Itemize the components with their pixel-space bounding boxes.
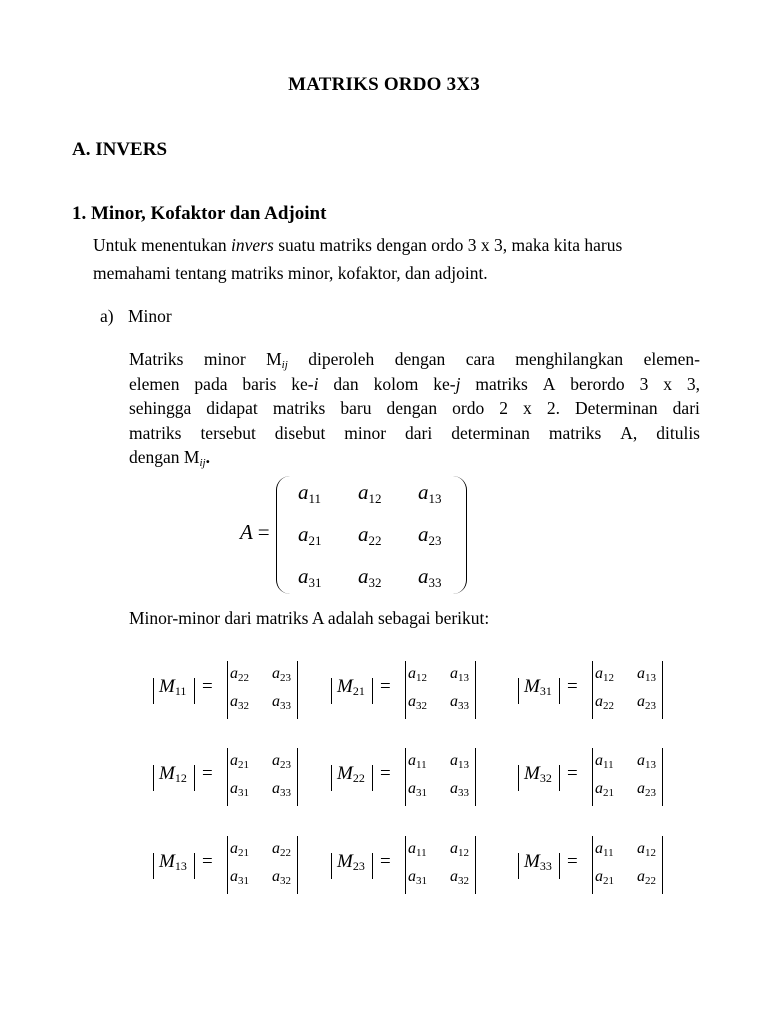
determinant-entry [450,840,469,858]
minor-subscript: 31 [539,684,552,698]
determinant-entry [408,780,427,798]
determinant-bar-right [475,748,476,806]
determinant-entry [450,780,469,798]
word-mij [266,347,288,372]
entry-symbol: a [418,564,429,588]
entry-subscript: 21 [238,759,249,771]
minor-label [159,851,187,873]
minor-label [337,851,365,873]
determinant-entry [595,693,614,711]
determinant-bar-left [592,661,593,719]
entry-symbol: a [230,665,238,682]
entry-symbol: a [637,840,645,857]
entry-subscript: 11 [603,759,614,771]
word: baris [242,373,277,394]
word: kolom [373,373,419,394]
minor-definition-paragraph [129,347,700,470]
determinant-entry [450,868,469,886]
entry-subscript: 11 [308,491,322,506]
equals-sign: = [202,763,213,784]
abs-bar-right [559,853,560,879]
entry-subscript: 22 [368,533,382,548]
entry-subscript: 12 [603,672,614,684]
subscript: ij [199,457,206,469]
list-marker: a) [100,306,114,326]
minor-m13 [150,836,330,894]
word: cara [465,349,495,369]
entry-symbol: a [418,522,429,546]
minor-label [524,851,552,873]
word: dengan [394,349,446,369]
determinant-entry [637,840,656,858]
word: A, [620,422,638,443]
abs-bar-right [372,765,373,791]
word: minor [203,349,246,369]
word: disebut [274,422,326,443]
symbol-m: M [266,349,282,369]
paragraph-line [129,421,700,446]
determinant-entry [595,780,614,798]
entry-symbol: a [450,780,458,797]
equals-sign: = [380,676,391,697]
abs-bar-left [153,853,154,879]
entry-subscript: 22 [645,875,656,887]
entry-symbol: a [408,868,416,885]
minor-subscript: 11 [174,684,187,698]
determinant-bar-right [475,836,476,894]
determinant-entry [408,665,427,683]
minor-m21 [328,661,508,719]
entry-symbol: a [637,868,645,885]
word: dari [672,398,700,418]
entry-symbol: a [272,693,280,710]
word: matriks [272,398,326,418]
determinant-entry [272,840,291,858]
entry-symbol: a [272,868,280,885]
entry-subscript: 31 [238,787,249,799]
abs-bar-right [372,853,373,879]
matrix-a-entry [298,522,342,547]
determinant-entry [595,868,614,886]
determinant-entry [450,665,469,683]
abs-bar-right [372,678,373,704]
minor-subscript: 23 [352,859,365,873]
entry-symbol: a [230,780,238,797]
determinant-bar-right [475,661,476,719]
entry-subscript: 22 [280,847,291,859]
minor-subscript: 13 [174,859,187,873]
minor-symbol: M [159,763,175,784]
minor-m32 [515,748,695,806]
subsection-heading-minor-kofaktor-adjoint: 1. Minor, Kofaktor dan Adjoint [72,203,327,224]
determinant-bar-left [405,661,406,719]
word: tersebut [200,422,256,443]
determinant-entry [272,868,291,886]
determinant-entry [595,752,614,770]
entry-symbol: a [358,480,369,504]
minor-label [524,676,552,698]
determinant-entry [450,752,469,770]
minor-label [337,763,365,785]
word: ke- [433,373,456,394]
entry-symbol: a [408,665,416,682]
abs-bar-left [153,765,154,791]
matrix-a-lhs [240,520,270,545]
word: matriks [548,422,602,443]
word-ke-i [291,372,318,397]
paragraph-line [129,347,700,372]
entry-subscript: 21 [603,787,614,799]
determinant-entry [230,665,249,683]
intro-text: Untuk menentukan [93,235,232,255]
entry-subscript: 33 [280,787,291,799]
minor-symbol: M [159,851,175,872]
word: dengan [386,398,438,418]
minor-symbol: M [337,851,353,872]
minor-label [159,763,187,785]
entry-symbol: a [450,693,458,710]
entry-symbol: a [272,665,280,682]
word: elemen- [643,349,700,369]
matrix-a-entry [358,522,402,547]
abs-bar-right [194,765,195,791]
determinant-entry [637,752,656,770]
entry-subscript: 33 [280,700,291,712]
word: 3 [639,373,649,394]
intro-italic-term: invers [231,235,274,255]
word: ke- [291,373,314,394]
minor-symbol: M [524,851,540,872]
word-ke-j [433,372,460,397]
entry-subscript: 33 [458,700,469,712]
subscript: ij [281,359,288,371]
determinant-entry [408,840,427,858]
equals-sign: = [567,676,578,697]
word: x [663,373,672,394]
word: ordo [452,398,485,418]
paragraph-line [129,396,700,421]
matrix-a-entry [418,522,462,547]
page-title: MATRIKS ORDO 3X3 [288,74,480,95]
entry-symbol: a [230,840,238,857]
entry-symbol: a [272,752,280,769]
paragraph-line [129,372,700,397]
matrix-a-entry [298,480,342,505]
equals-sign: = [380,763,391,784]
entry-symbol: a [358,564,369,588]
entry-symbol: a [298,564,309,588]
word: berordo [570,373,625,394]
minor-label [337,676,365,698]
determinant-bar-right [662,748,663,806]
minor-m12 [150,748,330,806]
entry-symbol: a [418,480,429,504]
paragraph-line [129,445,700,470]
entry-subscript: 12 [416,672,427,684]
matrix-a-entry [298,564,342,589]
entry-subscript: 32 [458,875,469,887]
word: didapat [206,398,258,418]
entry-symbol: a [298,522,309,546]
section-heading-invers: A. INVERS [72,139,168,160]
minor-m31 [515,661,695,719]
entry-subscript: 13 [428,491,442,506]
determinant-entry [595,665,614,683]
minor-symbol: M [524,676,540,697]
entry-subscript: 32 [416,700,427,712]
entry-symbol: a [637,752,645,769]
entry-subscript: 32 [238,700,249,712]
equals-sign: = [202,676,213,697]
entry-subscript: 11 [416,759,427,771]
intro-line-1 [93,231,701,259]
entry-subscript: 23 [645,700,656,712]
equals-sign: = [257,520,270,544]
entry-symbol: a [408,693,416,710]
entry-symbol: a [637,665,645,682]
abs-bar-left [518,765,519,791]
abs-bar-left [331,678,332,704]
equals-sign: = [202,851,213,872]
word: matriks [475,373,528,394]
entry-subscript: 23 [280,672,291,684]
abs-bar-left [153,678,154,704]
entry-subscript: 12 [458,847,469,859]
determinant-entry [230,780,249,798]
word: pada [194,373,228,394]
entry-subscript: 13 [458,672,469,684]
word: A [542,373,556,394]
entry-symbol: a [595,868,603,885]
italic-var: j [455,373,461,394]
word: baru [340,398,372,418]
entry-subscript: 13 [458,759,469,771]
word: 2 [499,398,508,418]
entry-symbol: a [450,665,458,682]
entry-symbol: a [408,752,416,769]
determinant-entry [230,868,249,886]
entry-subscript: 13 [645,759,656,771]
minor-symbol: M [337,676,353,697]
entry-subscript: 31 [416,787,427,799]
left-parenthesis [276,476,291,594]
determinant-entry [408,693,427,711]
entry-symbol: a [358,522,369,546]
determinant-entry [595,840,614,858]
entry-symbol: a [408,780,416,797]
abs-bar-right [559,678,560,704]
entry-subscript: 33 [458,787,469,799]
minor-label [524,763,552,785]
entry-subscript: 21 [238,847,249,859]
word: Matriks [129,349,184,369]
italic-var: i [313,373,319,394]
word: sehingga [129,398,192,418]
entry-subscript: 32 [280,875,291,887]
entry-subscript: 32 [368,575,382,590]
determinant-bar-right [297,836,298,894]
minor-symbol: M [337,763,353,784]
determinant-entry [408,868,427,886]
abs-bar-left [518,678,519,704]
word: dan [333,373,359,394]
determinant-bar-right [297,661,298,719]
entry-subscript: 21 [308,533,322,548]
minor-symbol: M [524,763,540,784]
entry-symbol: a [272,840,280,857]
determinant-bar-left [227,836,228,894]
determinant-entry [230,752,249,770]
entry-subscript: 13 [645,672,656,684]
determinant-bar-right [662,661,663,719]
entry-symbol: a [595,780,603,797]
abs-bar-left [331,765,332,791]
equals-sign: = [567,851,578,872]
determinant-bar-left [592,748,593,806]
determinant-entry [230,840,249,858]
minor-m22 [328,748,508,806]
word: diperoleh [308,349,375,369]
determinant-bar-left [405,748,406,806]
entry-symbol: a [595,693,603,710]
word: matriks [129,422,182,443]
entry-subscript: 11 [603,847,614,859]
matrix-name: A [240,520,253,544]
word: x [523,398,532,418]
word: menghilangkan [515,349,624,369]
entry-subscript: 31 [416,875,427,887]
determinant-bar-left [405,836,406,894]
matrix-a-entry [358,564,402,589]
entry-subscript: 23 [428,533,442,548]
minor-subscript: 33 [539,859,552,873]
minor-m33 [515,836,695,894]
abs-bar-right [194,678,195,704]
word: ditulis [656,422,700,443]
determinant-entry [637,665,656,683]
determinant-bar-left [592,836,593,894]
word: determinan [451,422,530,443]
entry-subscript: 12 [645,847,656,859]
period: . [205,447,210,467]
entry-subscript: 21 [603,875,614,887]
minor-symbol: M [159,676,175,697]
list-item-minor [100,306,172,327]
minor-m23 [328,836,508,894]
determinant-entry [272,780,291,798]
minor-m11 [150,661,330,719]
entry-symbol: a [450,868,458,885]
matrix-a-entry [418,564,462,589]
equals-sign: = [567,763,578,784]
abs-bar-left [331,853,332,879]
list-item-label: Minor [128,306,172,326]
matrix-a-entry [358,480,402,505]
entry-subscript: 22 [603,700,614,712]
determinant-entry [637,693,656,711]
determinant-bar-right [297,748,298,806]
determinant-entry [450,693,469,711]
word: dengan M [129,447,200,467]
entry-symbol: a [408,840,416,857]
entry-symbol: a [450,840,458,857]
matrix-a [240,472,480,602]
entry-symbol: a [230,868,238,885]
intro-line-2: memahami tentang matriks minor, kofaktor, dan adjoint. [93,263,488,283]
entry-symbol: a [595,665,603,682]
word: dari [405,422,433,443]
minor-subscript: 21 [352,684,365,698]
determinant-entry [272,693,291,711]
determinant-bar-left [227,748,228,806]
entry-subscript: 31 [238,875,249,887]
word: 3, [686,373,700,394]
determinant-entry [637,868,656,886]
intro-text: suatu matriks dengan ordo 3 x 3, maka kita harus [273,235,623,255]
determinant-entry [230,693,249,711]
determinant-entry [408,752,427,770]
determinant-bar-right [662,836,663,894]
entry-symbol: a [595,840,603,857]
entry-subscript: 22 [238,672,249,684]
equals-sign: = [380,851,391,872]
minors-intro-text: Minor-minor dari matriks A adalah sebagai berikut: [129,608,490,628]
entry-symbol: a [637,780,645,797]
intro-paragraph [93,231,701,287]
entry-subscript: 11 [416,847,427,859]
word: Determinan [575,398,658,418]
minor-subscript: 22 [352,771,365,785]
word: 2. [546,398,560,418]
minor-label [159,676,186,698]
entry-symbol: a [298,480,309,504]
entry-symbol: a [230,752,238,769]
entry-subscript: 31 [308,575,322,590]
minor-subscript: 12 [174,771,187,785]
determinant-entry [637,780,656,798]
entry-symbol: a [450,752,458,769]
entry-symbol: a [637,693,645,710]
matrix-a-entry [418,480,462,505]
entry-subscript: 23 [280,759,291,771]
word: minor [344,422,387,443]
entry-subscript: 23 [645,787,656,799]
entry-subscript: 12 [368,491,382,506]
determinant-entry [272,665,291,683]
entry-symbol: a [230,693,238,710]
entry-symbol: a [272,780,280,797]
determinant-entry [272,752,291,770]
determinant-bar-left [227,661,228,719]
abs-bar-right [194,853,195,879]
abs-bar-right [559,765,560,791]
minor-subscript: 32 [539,771,552,785]
entry-subscript: 33 [428,575,442,590]
entry-symbol: a [595,752,603,769]
word: elemen [129,373,180,394]
abs-bar-left [518,853,519,879]
